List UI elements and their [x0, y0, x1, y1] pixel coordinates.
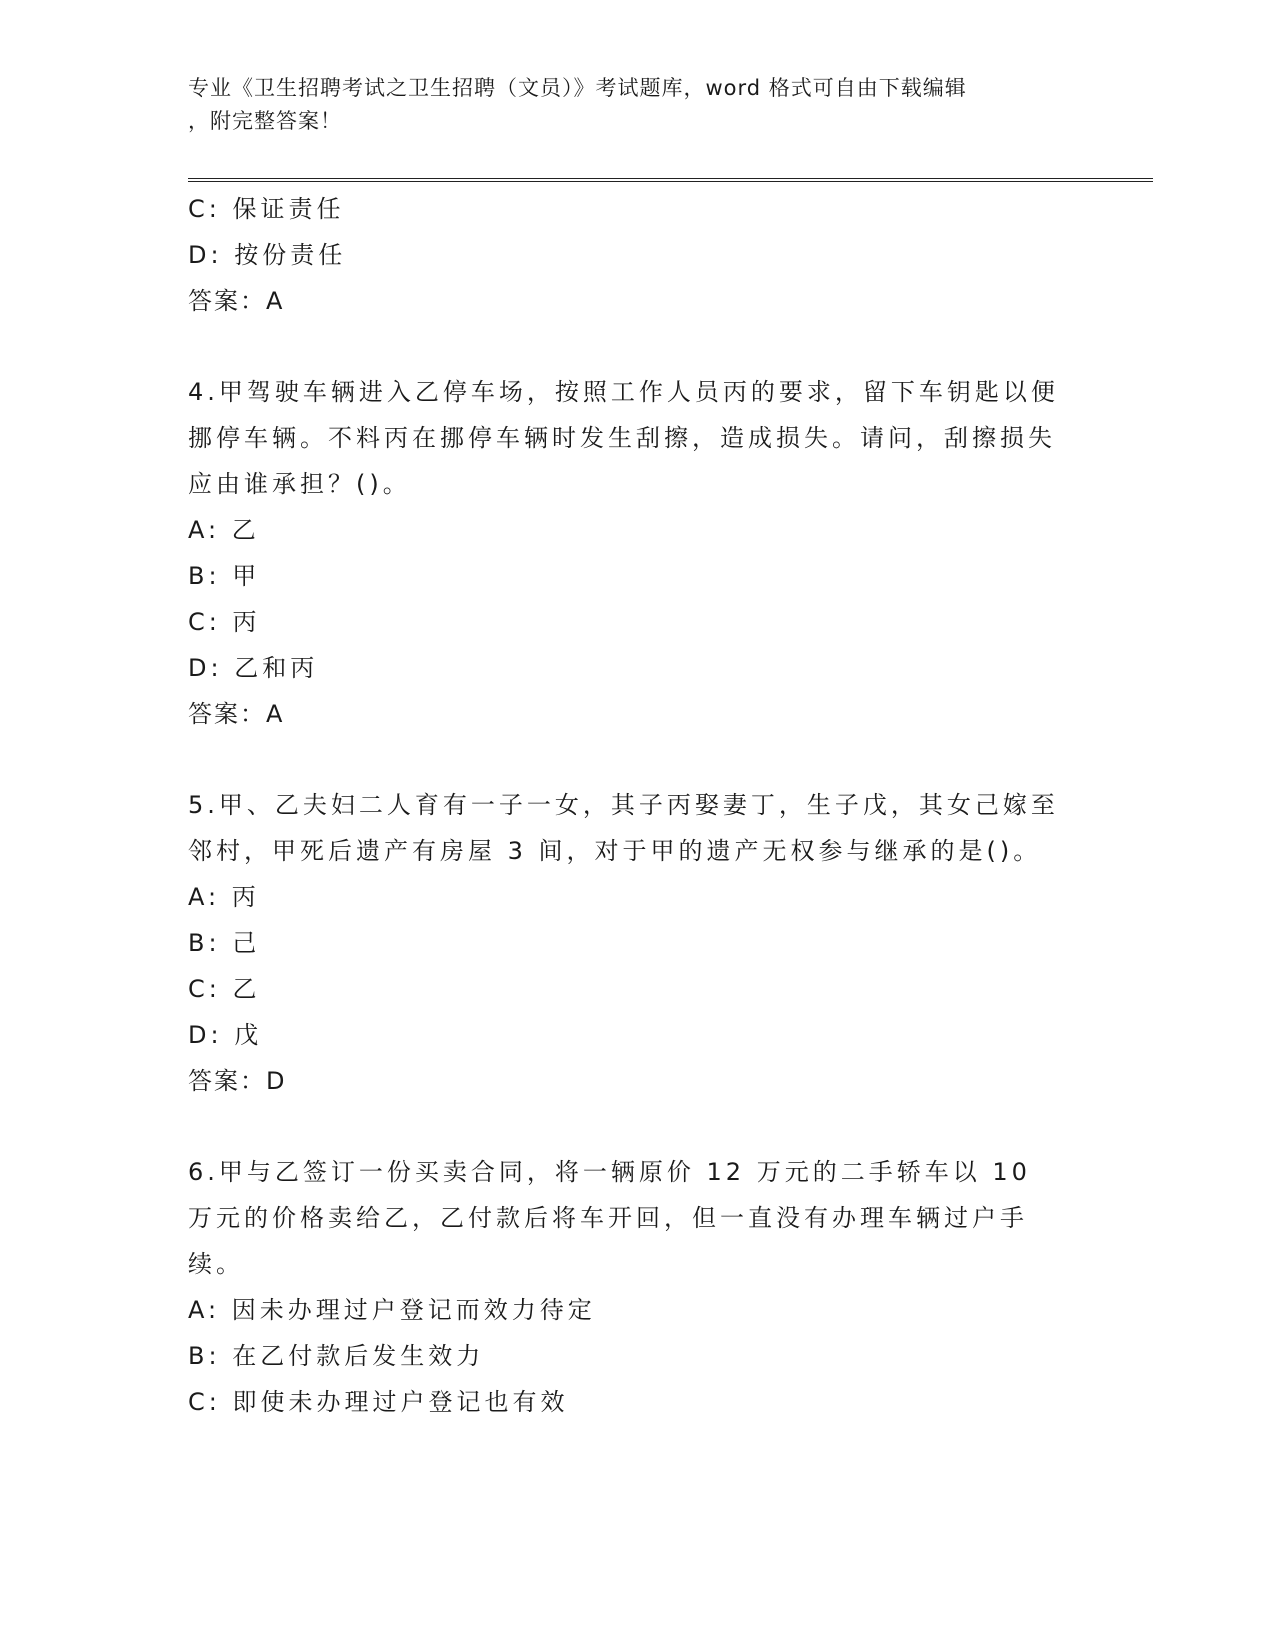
option-b — [188, 553, 1068, 599]
option-text: 即使未办理过户登记也有效 — [232, 1388, 569, 1416]
option-a — [188, 507, 1068, 553]
answer — [188, 1058, 1068, 1104]
option-a — [188, 1287, 1068, 1333]
option-b — [188, 1333, 1068, 1379]
option-letter: B: — [188, 929, 221, 957]
option-d — [188, 645, 1068, 691]
answer — [188, 278, 1068, 324]
answer-label: 答案： — [188, 700, 266, 728]
option-a — [188, 874, 1068, 920]
option-letter: C: — [188, 195, 221, 223]
option-text: 丙 — [232, 608, 261, 636]
question-stem: 6.甲与乙签订一份买卖合同，将一辆原价 12 万元的二手轿车以 10 万元的价格卖给乙，乙付款后将车开回，但一直没有办理车辆过户手续。 — [188, 1158, 1031, 1278]
option-d — [188, 232, 1068, 278]
option-text: 戊 — [234, 1021, 263, 1049]
option-letter: D: — [188, 241, 223, 269]
answer-value: A — [266, 700, 287, 728]
option-text: 乙和丙 — [234, 654, 319, 682]
option-letter: A: — [188, 883, 221, 911]
option-text: 己 — [232, 929, 261, 957]
option-letter: C: — [188, 1388, 221, 1416]
question-stem: 4.甲驾驶车辆进入乙停车场，按照工作人员丙的要求，留下车钥匙以便挪停车辆。不料丙在挪停车辆时发生刮擦，造成损失。请问，刮擦损失应由谁承担？()。 — [188, 378, 1059, 498]
option-text: 乙 — [232, 975, 261, 1003]
option-letter: A: — [188, 516, 221, 544]
option-d — [188, 1012, 1068, 1058]
header-divider — [188, 178, 1153, 182]
option-b — [188, 920, 1068, 966]
option-c — [188, 186, 1068, 232]
option-letter: C: — [188, 608, 221, 636]
question-6 — [188, 1149, 1068, 1425]
answer-label: 答案： — [188, 287, 266, 315]
answer-value: D — [266, 1067, 289, 1095]
option-text: 乙 — [231, 516, 260, 544]
page-header — [188, 72, 1068, 138]
option-letter: C: — [188, 975, 221, 1003]
option-text: 按份责任 — [234, 241, 347, 269]
option-text: 在乙付款后发生效力 — [232, 1342, 485, 1370]
option-letter: B: — [188, 1342, 221, 1370]
header-line-2: ，附完整答案！ — [188, 109, 342, 133]
question-5 — [188, 782, 1068, 1104]
question-3-tail — [188, 186, 1068, 324]
answer-label: 答案： — [188, 1067, 266, 1095]
option-text: 因未办理过户登记而效力待定 — [231, 1296, 596, 1324]
option-letter: A: — [188, 1296, 221, 1324]
option-text: 甲 — [232, 562, 261, 590]
option-text: 丙 — [231, 883, 260, 911]
answer — [188, 691, 1068, 737]
option-letter: B: — [188, 562, 221, 590]
question-4 — [188, 369, 1068, 737]
option-letter: D: — [188, 654, 223, 682]
question-stem: 5.甲、乙夫妇二人育有一子一女，其子丙娶妻丁，生子戊，其女己嫁至邻村，甲死后遗产有房屋 3 间，对于甲的遗产无权参与继承的是()。 — [188, 791, 1059, 865]
option-c — [188, 966, 1068, 1012]
document-body — [188, 186, 1068, 1425]
answer-value: A — [266, 287, 287, 315]
option-c — [188, 599, 1068, 645]
option-letter: D: — [188, 1021, 223, 1049]
option-text: 保证责任 — [232, 195, 345, 223]
header-line-1: 专业《卫生招聘考试之卫生招聘（文员）》考试题库，word 格式可自由下载编辑 — [188, 76, 967, 100]
option-c — [188, 1379, 1068, 1425]
